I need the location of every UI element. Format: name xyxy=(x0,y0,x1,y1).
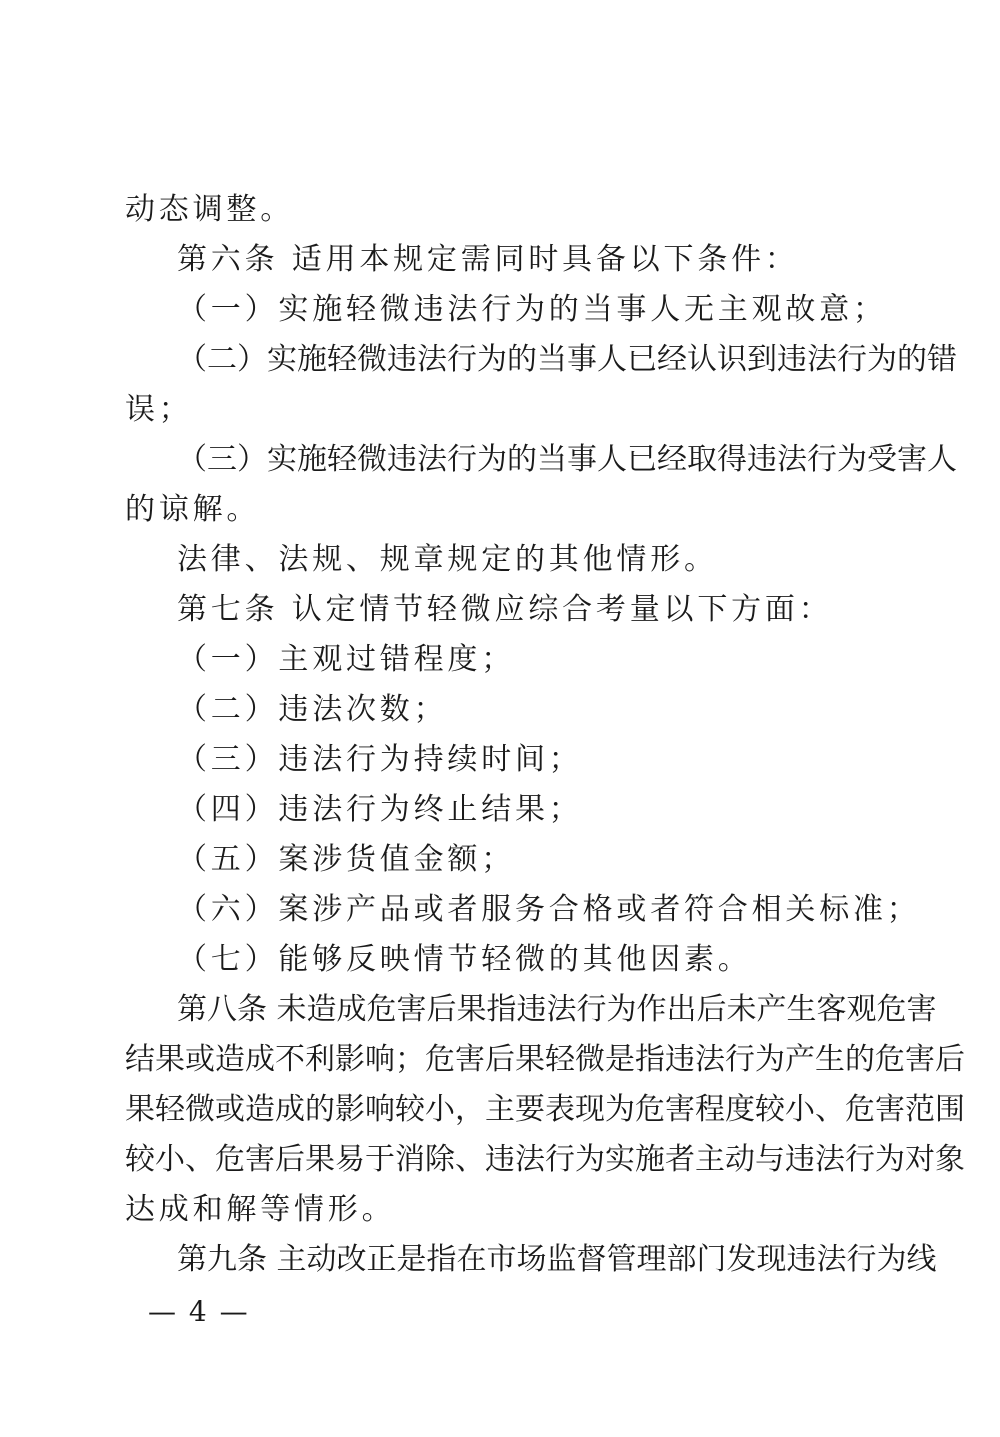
article-6-heading: 第六条 适用本规定需同时具备以下条件： xyxy=(177,242,799,277)
list-item: （七）能够反映情节轻微的其他因素。 xyxy=(177,942,752,977)
text-line: 果轻微或造成的影响较小，主要表现为危害程度较小、危害范围 xyxy=(125,1092,965,1127)
text-line: 误； xyxy=(125,392,193,427)
list-item: （一）主观过错程度； xyxy=(177,642,515,677)
text-line: 较小、危害后果易于消除、违法行为实施者主动与违法行为对象 xyxy=(125,1142,965,1177)
list-item: （四）违法行为终止结果； xyxy=(177,792,583,827)
article-7-heading: 第七条 认定情节轻微应综合考量以下方面： xyxy=(177,592,833,627)
article-9-heading: 第九条 主动改正是指在市场监督管理部门发现违法行为线 xyxy=(177,1242,937,1277)
list-item: （三）实施轻微违法行为的当事人已经取得违法行为受害人 xyxy=(177,442,957,477)
list-item: （三）违法行为持续时间； xyxy=(177,742,583,777)
list-item: （二）违法次数； xyxy=(177,692,448,727)
list-item: （一）实施轻微违法行为的当事人无主观故意； xyxy=(177,292,887,327)
article-8-heading: 第八条 未造成危害后果指违法行为作出后未产生客观危害 xyxy=(177,992,937,1027)
page-number: — 4 — xyxy=(148,1295,250,1328)
text-line: 法律、法规、规章规定的其他情形。 xyxy=(177,542,718,577)
text-line: 结果或造成不利影响；危害后果轻微是指违法行为产生的危害后 xyxy=(125,1042,965,1077)
list-item: （五）案涉货值金额； xyxy=(177,842,515,877)
text-line: 动态调整。 xyxy=(125,192,294,227)
list-item: （二）实施轻微违法行为的当事人已经认识到违法行为的错 xyxy=(177,342,957,377)
list-item: （六）案涉产品或者服务合格或者符合相关标准； xyxy=(177,892,921,927)
text-line: 达成和解等情形。 xyxy=(125,1192,396,1227)
text-line: 的谅解。 xyxy=(125,492,261,527)
